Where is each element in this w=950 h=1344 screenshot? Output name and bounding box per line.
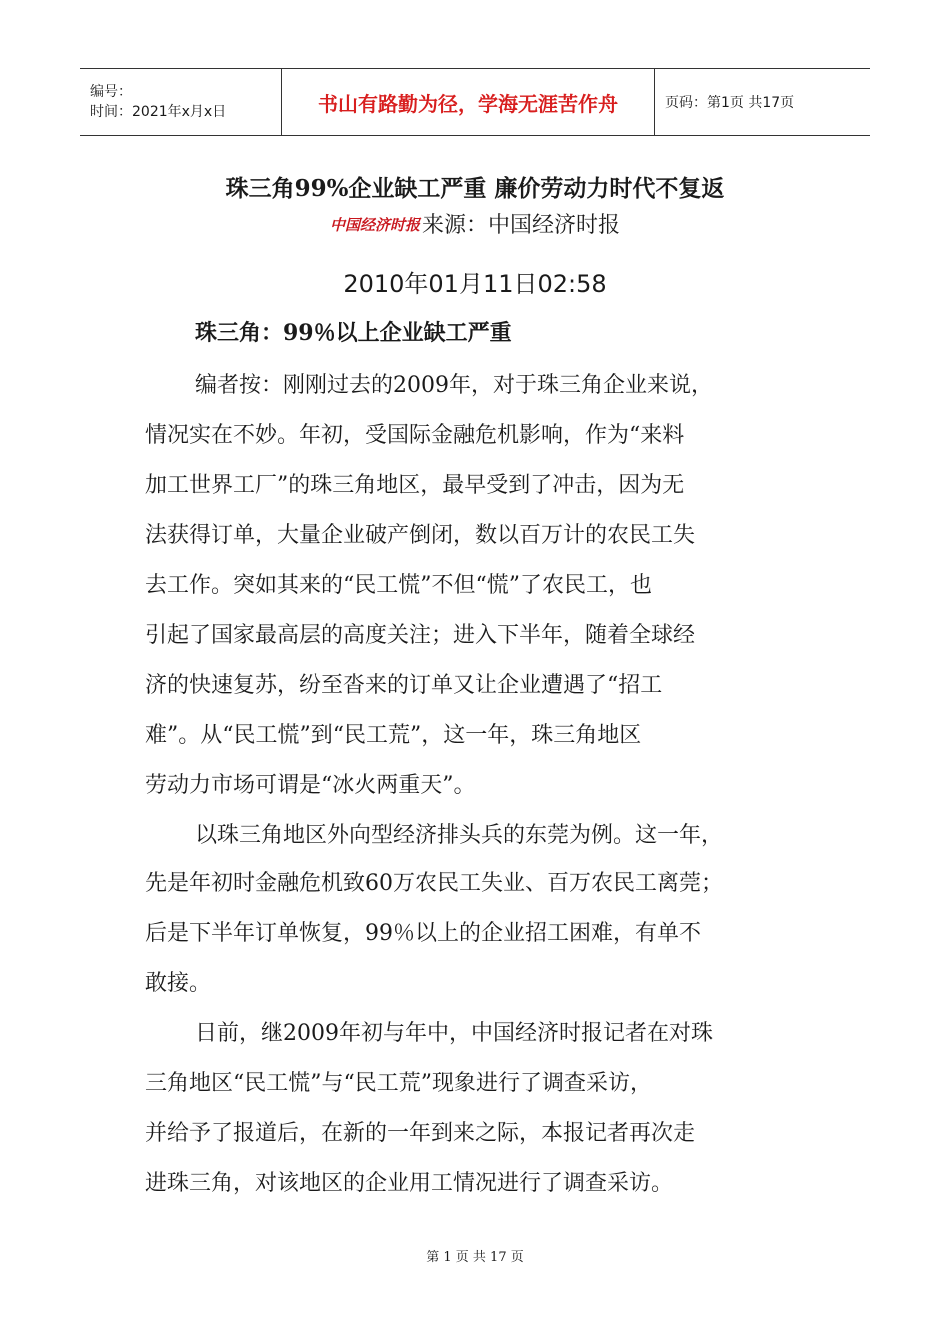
page-footer: 第 1 页 共 17 页 — [426, 1250, 524, 1265]
body-line: 日前，继2009年初与年中，中国经济时报记者在对珠 — [195, 1021, 713, 1046]
article-source: 来源：中国经济时报 — [422, 213, 621, 238]
serial-label: 编号： — [90, 84, 132, 100]
body-line: 法获得订单，大量企业破产倒闭，数以百万计的农民工失 — [145, 523, 696, 548]
body-line: 情况实在不妙。年初，受国际金融危机影响，作为“来料 — [145, 423, 685, 448]
page-info: 页码：第1页 共17页 — [665, 95, 795, 111]
body-line: 编者按：刚刚过去的2009年，对于珠三角企业来说， — [195, 373, 713, 398]
body-line: 劳动力市场可谓是“冰火两重天”。 — [145, 773, 476, 798]
body-line: 以珠三角地区外向型经济排头兵的东莞为例。这一年， — [195, 823, 724, 848]
header-meta — [80, 69, 282, 135]
body-line: 三角地区“民工慌”与“民工荒”现象进行了调查采访， — [145, 1071, 652, 1096]
article-title: 珠三角99%企业缺工严重 廉价劳动力时代不复返 — [225, 175, 725, 202]
article-date: 2010年01月11日02:58 — [343, 270, 607, 298]
body-line: 后是下半年订单恢复，99％以上的企业招工困难，有单不 — [145, 921, 701, 946]
body-line: 加工世界工厂”的珠三角地区，最早受到了冲击，因为无 — [145, 473, 685, 498]
body-line: 并给予了报道后，在新的一年到来之际，本报记者再次走 — [145, 1121, 696, 1146]
newspaper-logo: 中国经济时报 — [329, 216, 420, 234]
header-page-cell — [655, 69, 870, 135]
time-label: 时间：2021年x月x日 — [90, 104, 227, 120]
body-line: 去工作。突如其来的“民工慌”不但“慌”了农民工，也 — [145, 573, 652, 598]
body-line: 敢接。 — [145, 971, 212, 996]
body-line: 难”。从“民工慌”到“民工荒”，这一年，珠三角地区 — [145, 723, 642, 748]
section-title: 珠三角：99％以上企业缺工严重 — [195, 320, 512, 346]
source-line — [0, 208, 950, 239]
body-line: 济的快速复苏，纷至沓来的订单又让企业遭遇了“招工 — [145, 673, 663, 698]
motto: 书山有路勤为径，学海无涯苦作舟 — [318, 91, 618, 116]
header-motto-cell — [282, 69, 655, 135]
body-line: 先是年初时金融危机致60万农民工失业、百万农民工离莞； — [145, 871, 723, 896]
body-line: 引起了国家最高层的高度关注；进入下半年，随着全球经 — [145, 623, 696, 648]
page-header — [80, 68, 870, 136]
body-line: 进珠三角，对该地区的企业用工情况进行了调查采访。 — [145, 1171, 674, 1196]
